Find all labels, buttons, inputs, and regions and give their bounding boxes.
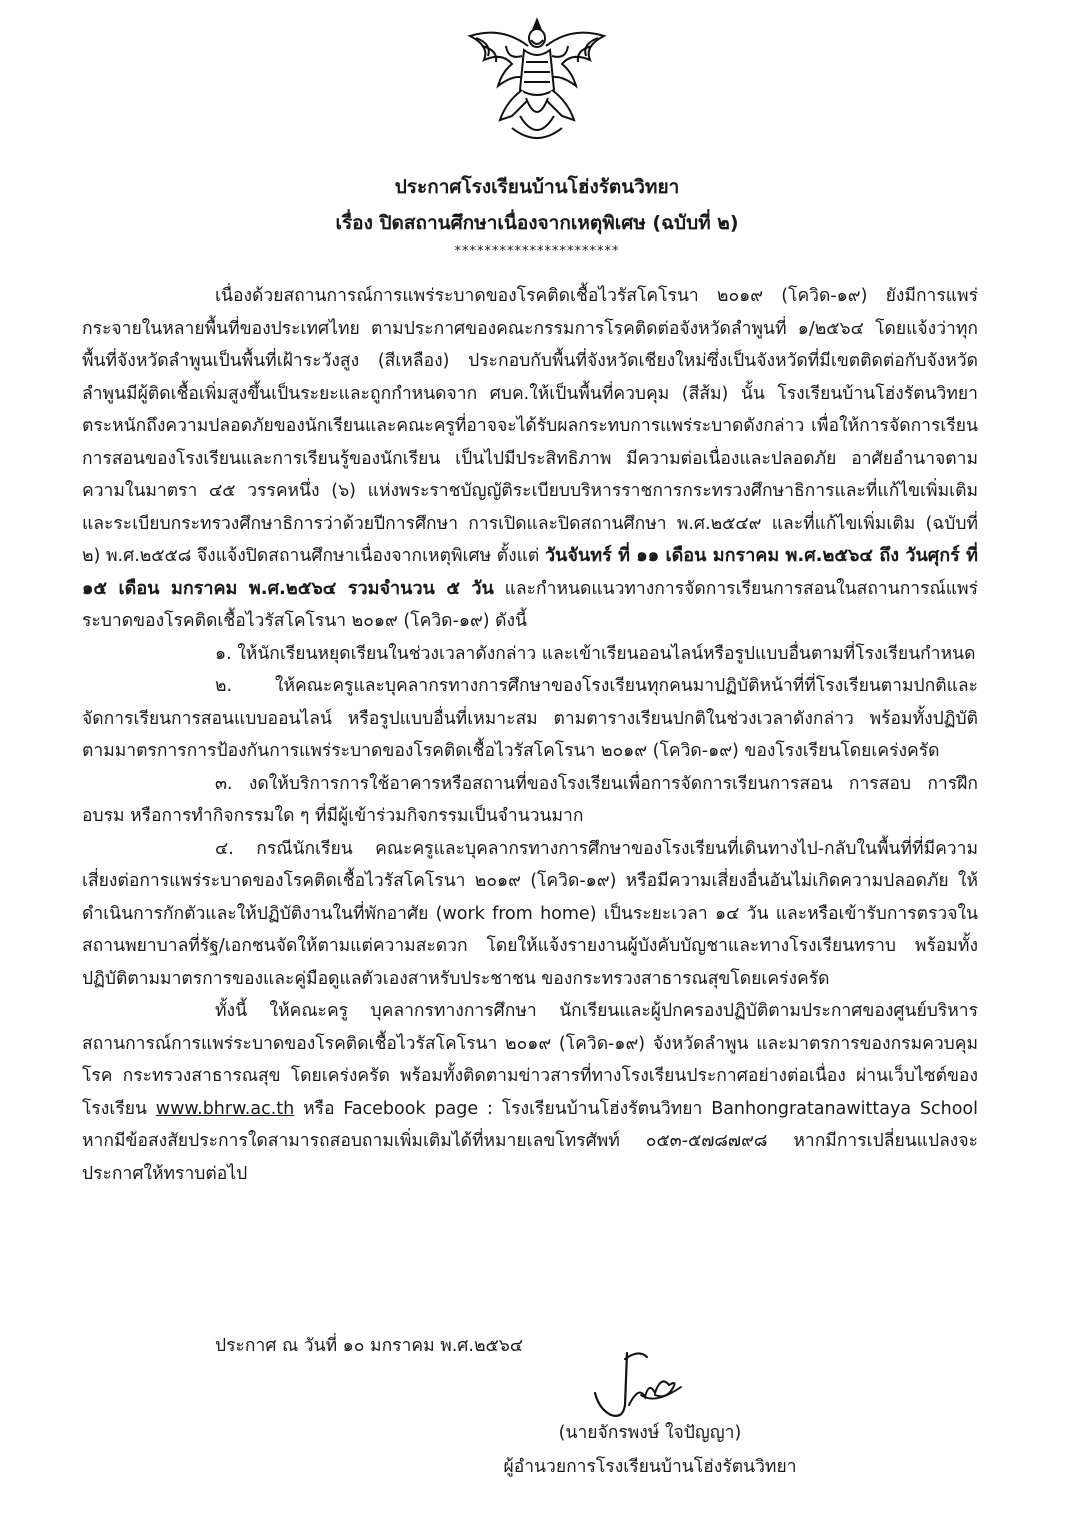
- list-item-1: ๑. ให้นักเรียนหยุดเรียนในช่วงเวลาดังกล่าว และเข้าเรียนออนไลน์หรือรูปแบบอื่นตามที่โรงเรียนกำหนด: [215, 643, 976, 664]
- document-title: ประกาศโรงเรียนบ้านโฮ่งรัตนวิทยา: [394, 176, 680, 198]
- intro-end-text: และกำหนดแนวทางการจัดการเรียนการสอนในสถานการณ์แพร่ระบาดของโรคติดเชื้อไวรัสโคโรนา ๒๐๑๙ (โควิด-๑๙) ดังนี้: [82, 578, 978, 631]
- closing-text-after-link: หรือ Facebook page : โรงเรียนบ้านโฮ่งรัตนวิทยา Banhongratanawittaya School หากมีข้อสงสัยประการใดสามารถสอบถามเพิ่มเติมได้ที่หมายเลขโทรศัพท์ ๐๕๓-๕๗๘๗๙๘ หากมีการเปลี่ยนแปลงจะประกาศให้ทราบต่อไป: [82, 1098, 978, 1184]
- list-item-2: ๒. ให้คณะครูและบุคลากรทางการศึกษาของโรงเรียนทุกคนมาปฏิบัติหน้าที่ที่โรงเรียนตามปกติและจัดการเรียนการสอนแบบออนไลน์ หรือรูปแบบอื่นที่เหมาะสม ตามตารางเรียนปกติในช่วงเวลาดังกล่าว พร้อมทั้งปฏิบัติตามมาตรการการป้องกันการแพร่ระบาดของโรคติดเชื้อไวรัสโคโรนา ๒๐๑๙ (โควิด-๑๙) ของโรงเรียนโดยเคร่งครัด: [82, 676, 978, 761]
- closing-paragraph: [82, 995, 978, 1190]
- announce-date: ประกาศ ณ วันที่ ๑๐ มกราคม พ.ศ.๒๕๖๔: [215, 1336, 524, 1356]
- intro-text: เนื่องด้วยสถานการณ์การแพร่ระบาดของโรคติดเชื้อไวรัสโคโรนา ๒๐๑๙ (โควิด-๑๙) ยังมีการแพร่กระจายในหลายพื้นที่ของประเทศไทย ตามประกาศของคณะกรรมการโรคติดต่อจังหวัดลำพูนที่ ๑/๒๕๖๔ โดยแจ้งว่าทุกพื้นที่จังหวัดลำพูนเป็นพื้นที่เฝ้าระวังสูง (สีเหลือง) ประกอบกับพื้นที่จังหวัดเชียงใหม่ซึ่งเป็นจังหวัดที่มีเขตติดต่อกับจังหวัดลำพูนมีผู้ติดเชื้อเพิ่มสูงขึ้นเป็นระยะและถูกกำหนดจาก ศบค.ให้เป็นพื้นที่ควบคุม (สีส้ม) นั้น โรงเรียนบ้านโฮ่งรัตนวิทยาตระหนักถึงความปลอดภัยของนักเรียนและคณะครูที่อาจจะได้รับผลกระทบการแพร่ระบาดดังกล่าว เพื่อให้การจัดการเรียนการสอนของโรงเรียนและการเรียนรู้ของนักเรียน เป็นไปมีประสิทธิภาพ มีความต่อเนื่องและปลอดภัย อาศัยอำนาจตามความในมาตรา ๔๕ วรรคหนึ่ง (๖) แห่งพระราชบัญญัติระเบียบบริหารราชการกระทรวงศึกษาธิการและที่แก้ไขเพิ่มเติม และระเบียบกระทรวงศึกษาธิการว่าด้วยปีการศึกษา การเปิดและปิดสถานศึกษา พ.ศ.๒๕๔๙ และที่แก้ไขเพิ่มเติม (ฉบับที่ ๒) พ.ศ.๒๕๕๘ จึงแจ้งปิดสถานศึกษาเนื่องจากเหตุพิเศษ ตั้งแต่: [82, 286, 978, 566]
- document-body: [82, 280, 978, 1190]
- signer-position: ผู้อำนวยการโรงเรียนบ้านโฮ่งรัตนวิทยา: [503, 1457, 797, 1477]
- garuda-emblem-icon: [462, 16, 612, 146]
- closure-dates: วันจันทร์ ที่ ๑๑ เดือน มกราคม พ.ศ.๒๕๖๔ ถึง วันศุกร์ ที่ ๑๕ เดือน มกราคม พ.ศ.๒๕๖๔ รวมจำนวน ๕ วัน: [82, 545, 978, 599]
- closing-text-before-link: ทั้งนี้ ให้คณะครู บุคลากรทางการศึกษา นักเรียนและผู้ปกครองปฏิบัติตามประกาศของศูนย์บริหารสถานการณ์การแพร่ระบาดของโรคติดเชื้อไวรัสโคโรนา ๒๐๑๙ (โควิด-๑๙) จังหวัดลำพูน และมาตรการของกรมควบคุมโรค กระทรวงสาธารณสุข โดยเคร่งครัด พร้อมทั้งติดตามข่าวสารที่ทางโรงเรียนประกาศอย่างต่อเนื่อง ผ่านเว็บไซต์ของโรงเรียน: [82, 1001, 978, 1119]
- signer-name: (นายจักรพงษ์ ใจปัญญา): [558, 1423, 742, 1443]
- intro-paragraph: [82, 280, 978, 638]
- document-subject: เรื่อง ปิดสถานศึกษาเนื่องจากเหตุพิเศษ (ฉบับที่ ๒): [335, 212, 739, 234]
- list-item-3: ๓. งดให้บริการการใช้อาคารหรือสถานที่ของโรงเรียนเพื่อการจัดการเรียนการสอน การสอบ การฝึกอบรม หรือการทำกิจกรรมใด ๆ ที่มีผู้เข้าร่วมกิจกรรมเป็นจำนวนมาก: [82, 773, 978, 826]
- list-item-4: ๔. กรณีนักเรียน คณะครูและบุคลากรทางการศึกษาของโรงเรียนที่เดินทางไป-กลับในพื้นที่ที่มีความเสี่ยงต่อการแพร่ระบาดของโรคติดเชื้อไวรัสโคโรนา ๒๐๑๙ (โควิด-๑๙) หรือมีความเสี่ยงอื่นอันไม่เกิดความปลอดภัย ให้ดำเนินการกักตัวและให้ปฏิบัติงานในที่พักอาศัย (work from home) เป็นระยะเวลา ๑๔ วัน และหรือเข้ารับการตรวจในสถานพยาบาลที่รัฐ/เอกชนจัดให้ตามแต่ความสะดวก โดยให้แจ้งรายงานผู้บังคับบัญชาและทางโรงเรียนทราบ พร้อมทั้งปฏิบัติตามมาตรการของและคู่มือดูแลตัวเองสาหรับประชาชน ของกระทรวงสาธารณสุขโดยเคร่งครัด: [82, 838, 978, 989]
- website-link[interactable]: www.bhrw.ac.th: [155, 1098, 295, 1119]
- separator: **********************: [454, 244, 620, 259]
